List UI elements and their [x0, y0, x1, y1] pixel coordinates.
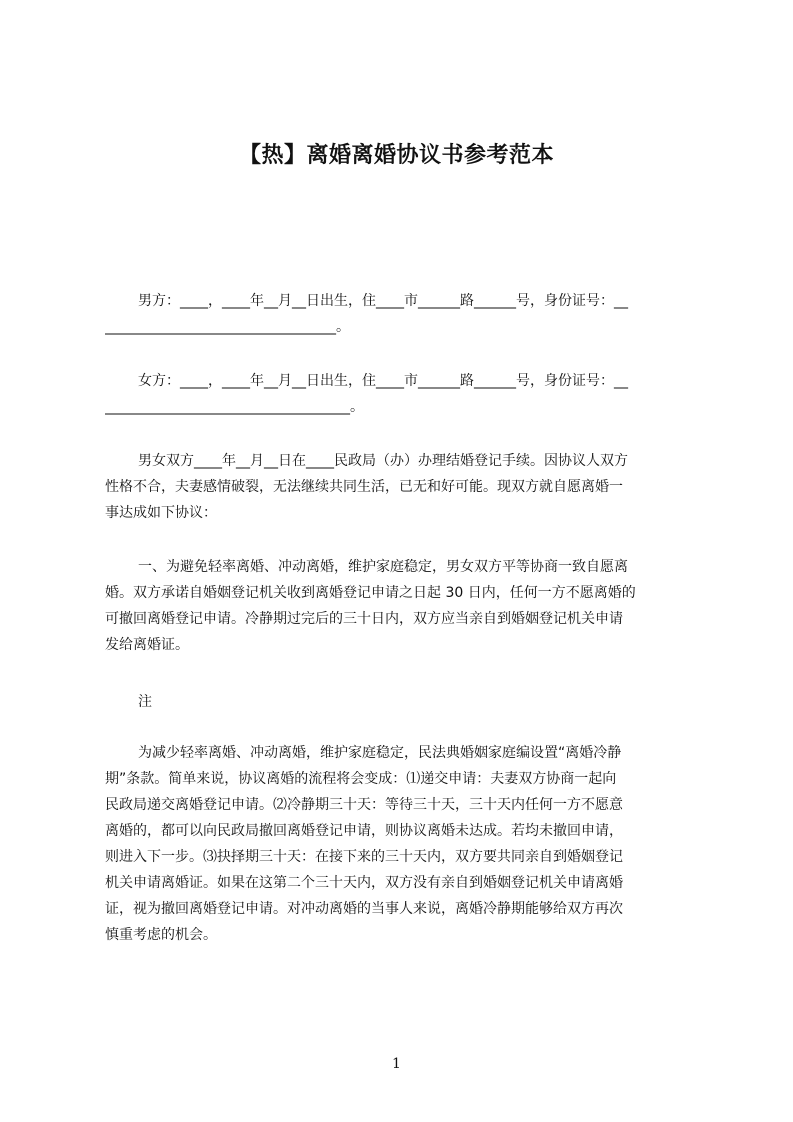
paragraph-line: 证，视为撤回离婚登记申请。对冲动离婚的当事人来说，离婚冷静期能够给双方再次 — [105, 901, 623, 917]
paragraph-line: 事达成如下协议： — [105, 505, 217, 521]
paragraph-line: 注 — [138, 694, 152, 710]
paragraph-line: 则进入下一步。⑶抉择期三十天：在接下来的三十天内，双方要共同亲自到婚姻登记 — [105, 849, 623, 865]
female-party-paragraph — [105, 368, 698, 420]
document-title: 【热】离婚离婚协议书参考范本 — [238, 143, 554, 168]
paragraph-line: 男女双方____年__月__日在____民政局（办）办理结婚登记手续。因协议人双方 — [138, 453, 628, 469]
paragraph-line: 可撤回离婚登记申请。冷静期过完后的三十日内，双方应当亲自到婚姻登记机关申请 — [105, 611, 623, 627]
note-heading — [105, 689, 698, 715]
paragraph-line: 为减少轻率离婚、冲动离婚，维护家庭稳定，民法典婚姻家庭编设置“离婚冷静 — [138, 745, 622, 761]
paragraph-line: 男方：____，____年__月__日出生，住____市______路______号，身份证号：__ — [138, 293, 628, 309]
paragraph-line: 发给离婚证。 — [105, 637, 189, 653]
intro-paragraph — [105, 448, 698, 526]
page-number: 1 — [392, 1056, 401, 1072]
paragraph-line: 慎重考虑的机会。 — [105, 927, 217, 943]
note-paragraph — [105, 740, 698, 948]
paragraph-line: 一、为避免轻率离婚、冲动离婚，维护家庭稳定，男女双方平等协商一致自愿离 — [138, 559, 628, 575]
male-party-paragraph — [105, 288, 698, 340]
paragraph-line: 机关申请离婚证。如果在这第二个三十天内，双方没有亲自到婚姻登记机关申请离婚 — [105, 875, 623, 891]
clause-one-paragraph — [105, 554, 698, 658]
paragraph-line: 民政局递交离婚登记申请。⑵冷静期三十天：等待三十天，三十天内任何一方不愿意 — [105, 797, 623, 813]
paragraph-line: 性格不合，夫妻感情破裂，无法继续共同生活，已无和好可能。现双方就自愿离婚一 — [105, 479, 623, 495]
paragraph-line: ___________________________________。 — [105, 399, 364, 415]
paragraph-line: 期”条款。简单来说，协议离婚的流程将会变成：⑴递交申请：夫妻双方协商一起向 — [105, 771, 617, 787]
paragraph-line: 女方：____，____年__月__日出生，住____市______路______号，身份证号：__ — [138, 373, 628, 389]
paragraph-line: _________________________________。 — [105, 319, 350, 335]
paragraph-line: 离婚的，都可以向民政局撤回离婚登记申请，则协议离婚未达成。若均未撤回申请， — [105, 823, 623, 839]
paragraph-line: 婚。双方承诺自婚姻登记机关收到离婚登记申请之日起 30 日内，任何一方不愿离婚的 — [105, 585, 636, 601]
